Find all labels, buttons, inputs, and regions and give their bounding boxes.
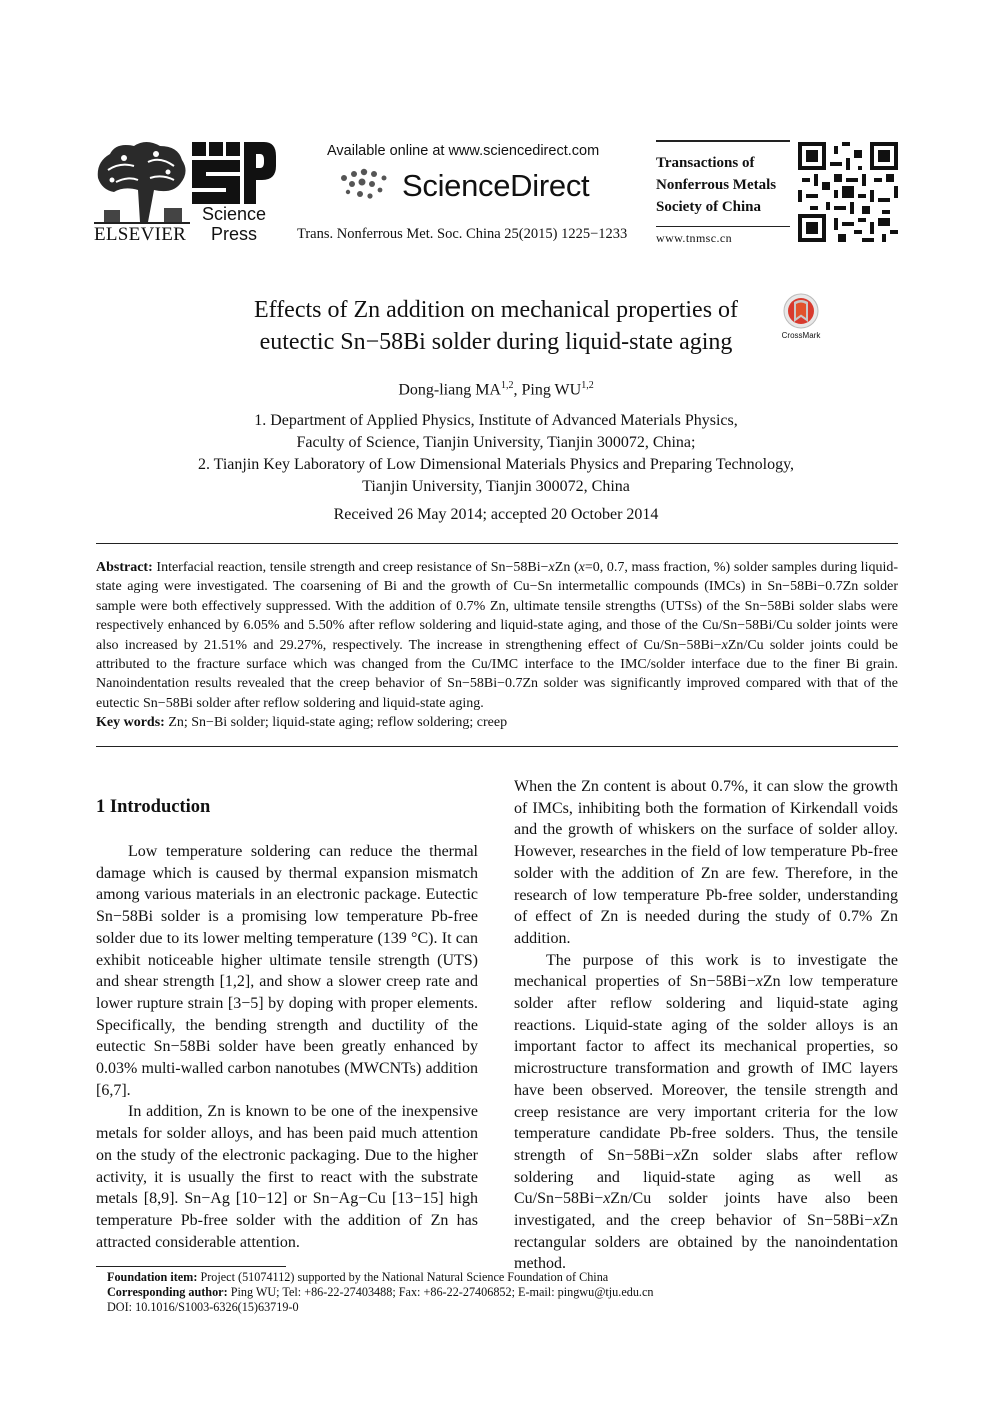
- journal-logo: [656, 140, 898, 248]
- foundation-item: Foundation item: Project (51074112) supported by the National Natural Science Foundation of China: [107, 1270, 609, 1284]
- author-name: Ping WU: [521, 381, 582, 399]
- author-separator: ,: [513, 381, 522, 399]
- crossmark-icon: [782, 292, 820, 330]
- divider: [96, 746, 898, 747]
- keywords-label: Key words:: [96, 715, 165, 731]
- section-heading: 1 Introduction: [96, 797, 211, 817]
- journal-top-rule: [656, 140, 790, 142]
- keywords: Key words: Zn; Sn−Bi solder; liquid-state aging; reflow soldering; creep: [96, 715, 508, 731]
- journal-bottom-rule: [656, 226, 790, 227]
- sciencedirect-logo: [340, 164, 600, 210]
- elsevier-wordmark: ELSEVIER: [94, 224, 187, 245]
- author-name: Dong-liang MA: [398, 381, 501, 399]
- sciencedirect-dots-icon: [340, 168, 400, 208]
- author-affil-sup: 1,2: [500, 380, 514, 391]
- elsevier-logo: [94, 140, 190, 244]
- affiliations: 1. Department of Applied Physics, Institute of Advanced Materials Physics, Faculty of Science, Tianjin University, Tianjin 300072, China; 2. Tianjin Key Laboratory of Low Dimensional Materials Physics and Preparing Technology, Tianjin University, Tianjin 300072, China: [197, 412, 795, 495]
- article-title: Effects of Zn addition on mechanical properties of eutectic Sn−58Bi solder during liquid-state aging: [253, 297, 739, 355]
- abstract: Abstract: Interfacial reaction, tensile strength and creep resistance of Sn−58Bi−xZn (x=0, 0.7, mass fraction, %) solder samples during liquid-state aging were investigated. The coarsening of Bi and the growth of Cu−Sn intermetallic compounds (IMCs) in Sn−58Bi−0.7Zn solder sample were both effectively suppressed. With the addition of 0.7% Zn, ultimate tensile strengths (UTSs) of the Sn−58Bi solder slabs were respectively enhanced by 6.05% and 5.50% after reflow soldering and liquid-state aging, and those of the Cu/Sn−58Bi/Cu solder joints were also increased by 21.51% and 29.27%, respectively. The increase in strengthening effect of Cu/Sn−58Bi−xZn/Cu solder joints could be attributed to the fracture surface which was changed from the Cu/IMC interface to the IMC/solder interface due to the finer Bi grain. Nanoindentation results revealed that the creep behavior of Sn−58Bi−0.7Zn solder was significantly improved compared with that of the eutectic Sn−58Bi solder after reflow soldering and liquid-state aging. Key words: Zn; Sn−Bi solder; liquid-state aging; reflow soldering; creep: [96, 558, 898, 733]
- author-line: [96, 380, 896, 399]
- available-online-text: Available online at www.sciencedirect.com: [327, 143, 600, 159]
- paragraph: Low temperature soldering can reduce the thermal damage which is caused by thermal expansion mismatch among various materials in an electronic package. Eutectic Sn−58Bi solder is a promising low temperature Pb-free solder due to its lower melting temperature (139 °C). It can exhibit noticeable higher ultimate tensile strength (UTS) and shear strength [1,2], and show a slower creep rate and lower rupture strain [3−5] by doping with proper elements. Specifically, the bending strength and ductility of the eutectic Sn−58Bi solder have been greatly enhanced by 0.03% multi-walled carbon nanotubes (MWCNTs) addition [6,7].: [96, 843, 478, 1099]
- paragraph: The purpose of this work is to investigate the mechanical properties of Sn−58Bi−xZn low temperature solder after reflow soldering and liquid-state aging reactions. Liquid-state aging of the solder alloys is an important factor to affect its mechanical properties, so microstructure transformation and growth of IMC layers have been observed. Moreover, the tensile strength and creep resistance are very important criteria for the low temperature candidate Pb-free solders. Thus, the tensile strength of Sn−58Bi−xZn solder slabs after reflow soldering and liquid-state aging as well as Cu/Sn−58Bi−xZn/Cu solder joints have also been investigated, and the creep behavior of Sn−58Bi−xZn rectangular solders are obtained by the nanoindentation method.: [514, 951, 898, 1273]
- journal-url: www.tnmsc.cn: [656, 231, 733, 245]
- doi[interactable]: DOI: 10.1016/S1003-6326(15)63719-0: [107, 1300, 299, 1314]
- science-press-label: Science Press: [201, 204, 267, 244]
- corresponding-author: Corresponding author: Ping WU; Tel: +86-22-27403488; Fax: +86-22-27406852; E-mail: pingwu@tju.edu.cn: [107, 1285, 654, 1299]
- footnotes: [107, 1270, 897, 1315]
- paragraph: In addition, Zn is known to be one of the inexpensive metals for solder alloys, and has been paid much attention on the study of the electronic packaging. Due to the higher activity, it is usually the first to react with the substrate metals [8,9]. Sn−Ag [10−12] or Sn−Ag−Cu [13−15] high temperature Pb-free solder with the addition of Zn has attracted considerable attention.: [96, 1103, 478, 1251]
- journal-citation: Trans. Nonferrous Met. Soc. China 25(2015) 1225−1233: [297, 226, 628, 242]
- elsevier-tree-icon: [94, 140, 190, 224]
- science-press-logo: [192, 142, 278, 246]
- divider: [96, 543, 898, 544]
- crossmark-label: CrossMark: [781, 331, 821, 340]
- author-affil-sup: 1,2: [581, 380, 594, 391]
- left-column: [96, 841, 478, 1253]
- sciencedirect-wordmark: ScienceDirect: [402, 168, 590, 203]
- paragraph: When the Zn content is about 0.7%, it can slow the growth of IMCs, inhibiting both the formation of Kirkendall voids and the growth of whiskers on the surface of solder alloy. However, researches in the field of low temperature Pb-free solder with the addition of Zn are few. Therefore, in the research of low temperature Pb-free solder, understanding of effect of Zn is needed during the study of 0.7% Zn addition.: [514, 778, 898, 947]
- abstract-label: Abstract:: [96, 560, 153, 575]
- science-press-mark-icon: [192, 142, 276, 204]
- right-column: [514, 776, 898, 1275]
- received-dates: Received 26 May 2014; accepted 20 October 2014: [333, 506, 659, 523]
- crossmark-badge[interactable]: [778, 292, 824, 340]
- qr-code-icon[interactable]: [798, 142, 898, 242]
- journal-name: Transactions of Nonferrous Metals Society of China: [656, 155, 777, 215]
- footnote-rule: [96, 1266, 286, 1267]
